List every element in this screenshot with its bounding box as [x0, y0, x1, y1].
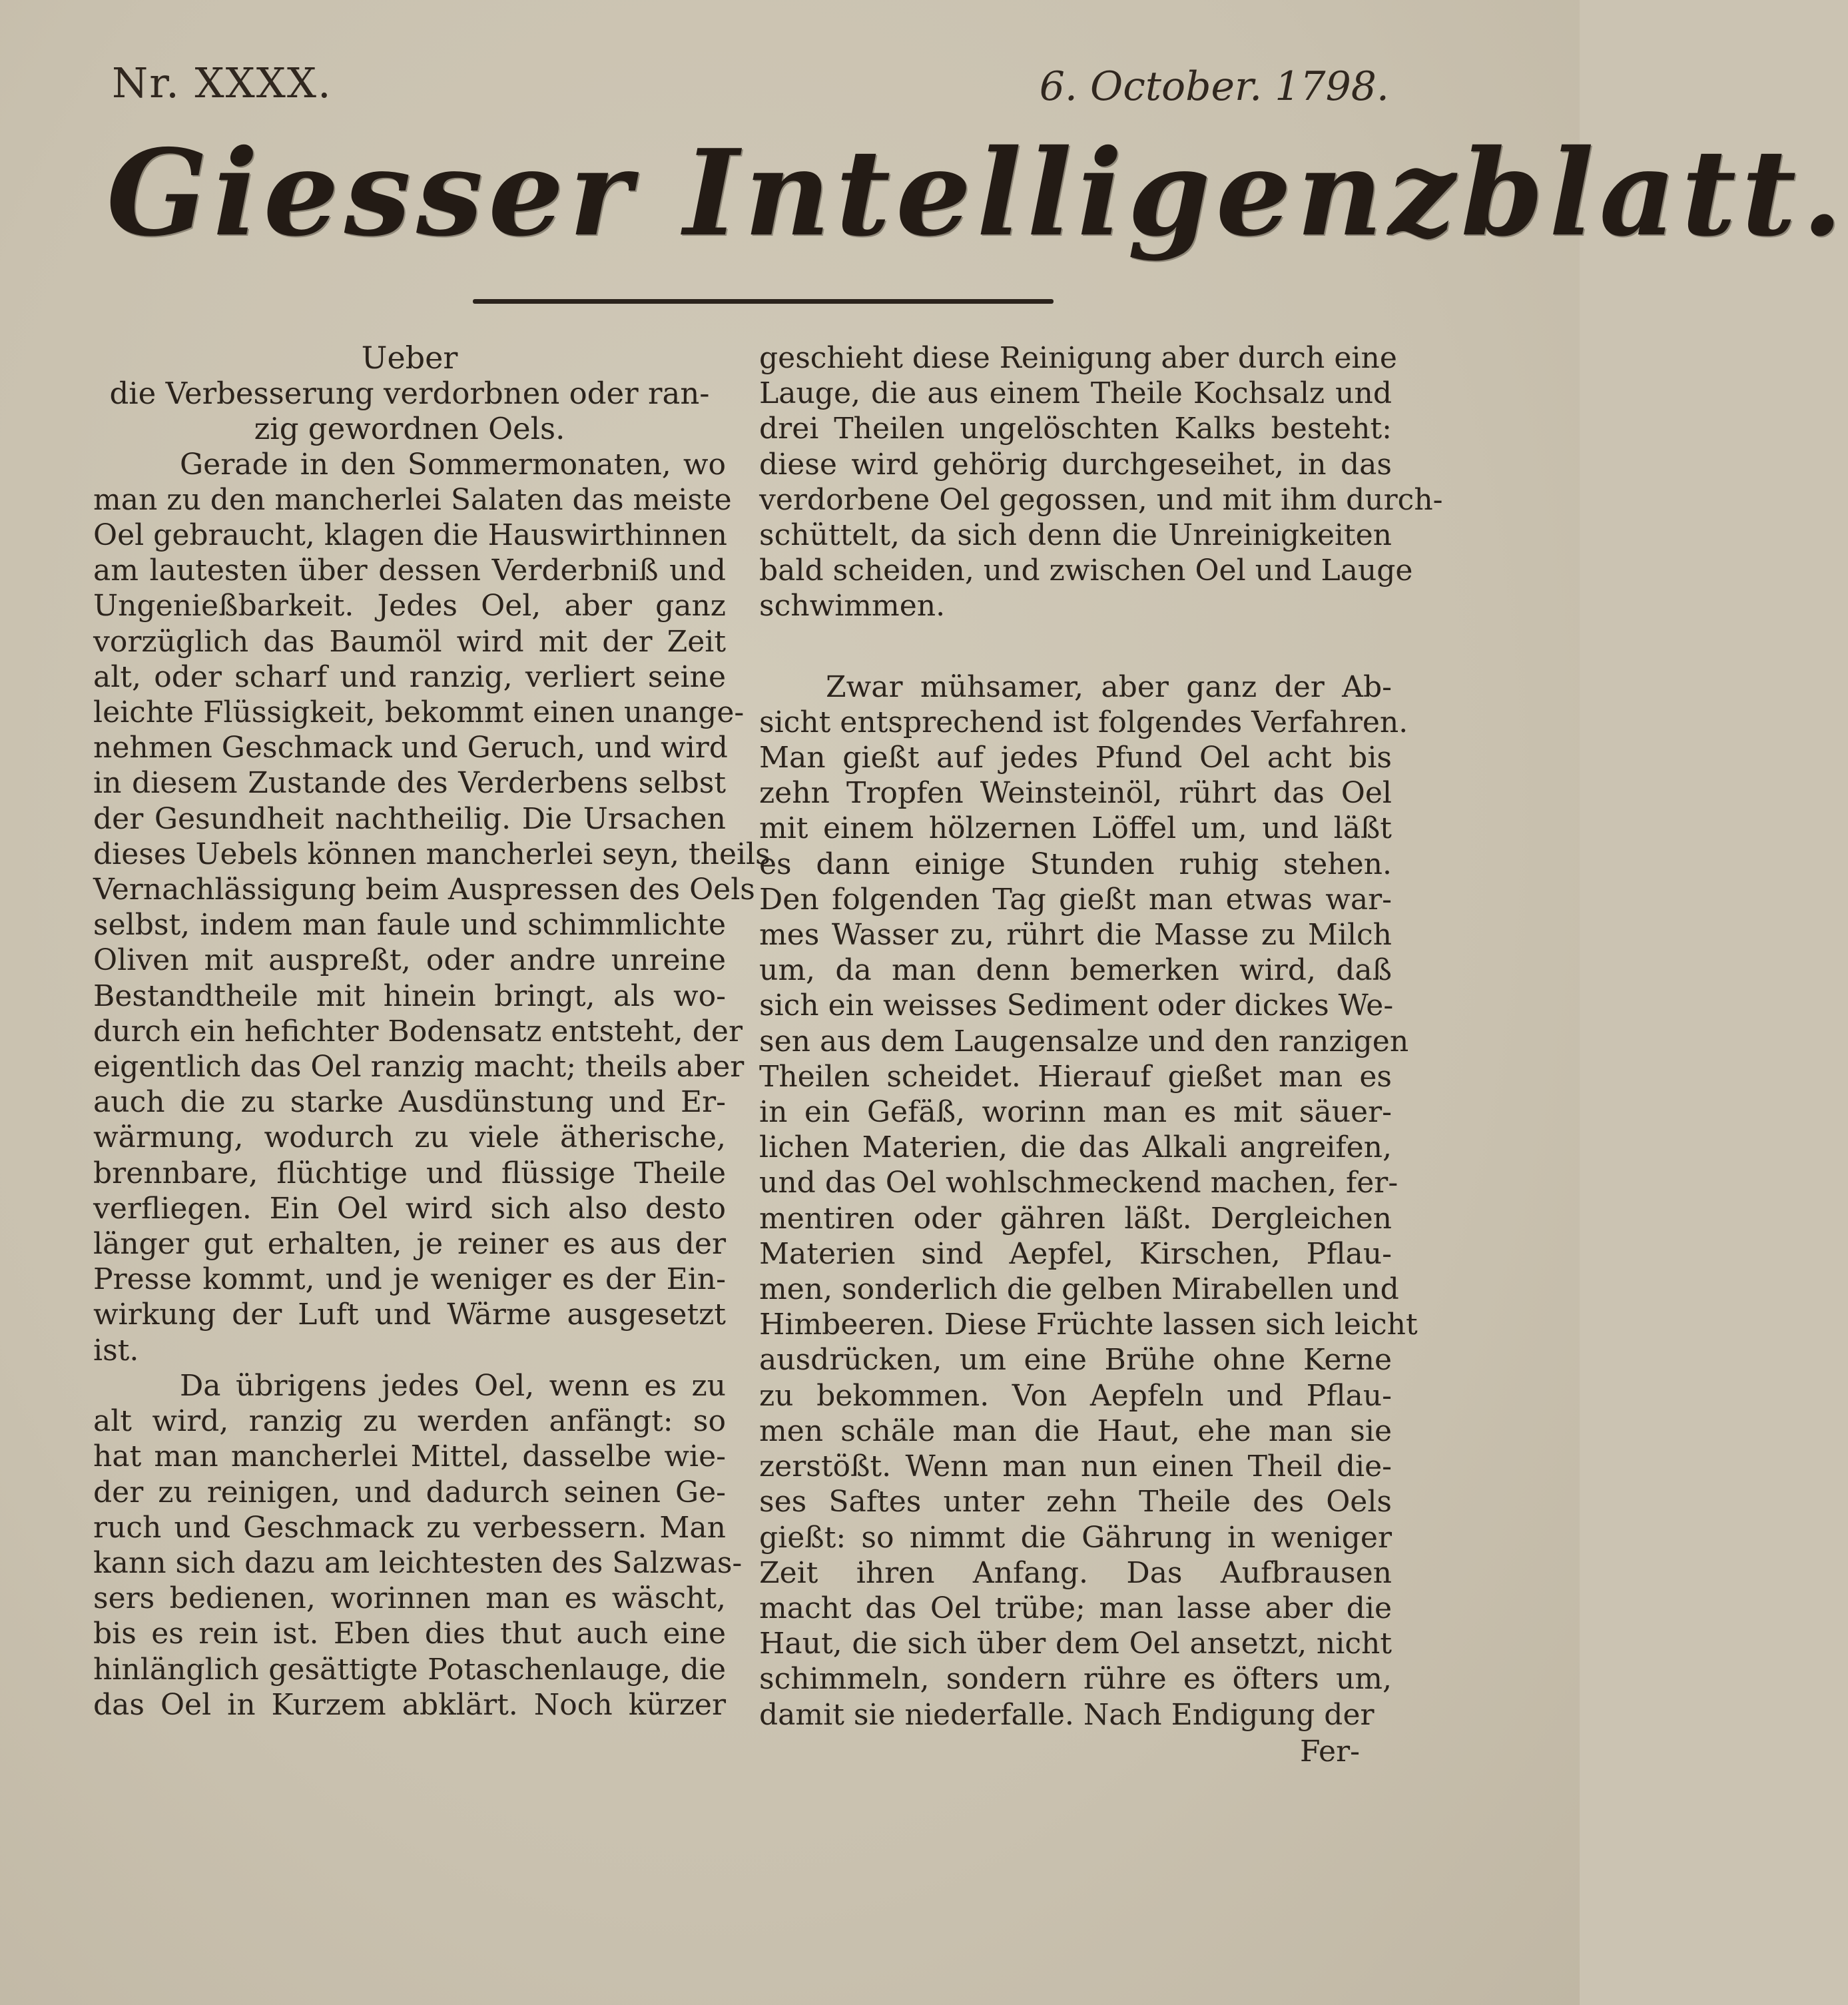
text-line: der zu reinigen, und dadurch seinen Ge- — [93, 1475, 726, 1509]
text-line: bis es rein ist. Eben dies thut auch eine — [93, 1617, 726, 1651]
text-line: zehn Tropfen Weinsteinöl, rührt das Oel — [759, 776, 1392, 811]
catchword: Fer- — [1299, 1735, 1360, 1769]
text-line: verdorbene Oel gegossen, und mit ihm durch- — [759, 482, 1443, 517]
article-title-line: Ueber — [361, 340, 458, 376]
text-line: mit einem hölzernen Löffel um, und läßt — [759, 811, 1392, 846]
text-line: Man gießt auf jedes Pfund Oel acht bis — [759, 741, 1392, 775]
text-line: hinlänglich gesättigte Potaschenlauge, die — [93, 1652, 726, 1687]
text-line: sers bedienen, worinnen man es wäscht, — [93, 1581, 726, 1616]
article-title-line: zig gewordnen Oels. — [254, 411, 565, 447]
text-line: men, sonderlich die gelben Mirabellen und — [759, 1272, 1399, 1307]
text-line: ses Saftes unter zehn Theile des Oels — [759, 1485, 1392, 1519]
column-left — [93, 340, 770, 1723]
text-line: alt wird, ranzig zu werden anfängt: so — [93, 1404, 726, 1439]
text-line: Zeit ihren Anfang. Das Aufbrausen — [759, 1555, 1392, 1590]
text-line: Materien sind Aepfel, Kirschen, Pflau- — [759, 1236, 1392, 1271]
text-line: hat man mancherlei Mittel, dasselbe wie- — [93, 1439, 726, 1474]
text-line: mes Wasser zu, rührt die Masse zu Milch — [759, 918, 1392, 953]
text-line: verfliegen. Ein Oel wird sich also desto — [93, 1191, 726, 1226]
text-line: Zwar mühsamer, aber ganz der Ab- — [826, 669, 1392, 704]
text-line: wärmung, wodurch zu viele ätherische, — [93, 1120, 726, 1155]
text-line: Oel gebraucht, klagen die Hauswirthinnen — [93, 518, 727, 553]
text-line: in diesem Zustande des Verderbens selbst — [93, 766, 726, 801]
text-line: sicht entsprechend ist folgendes Verfahren. — [759, 705, 1408, 739]
column-right — [759, 340, 1443, 1733]
text-line: um, da man denn bemerken wird, daß — [759, 953, 1392, 988]
text-line: am lautesten über dessen Verderbniß und — [93, 554, 726, 588]
text-line: Bestandtheile mit hinein bringt, als wo- — [93, 979, 726, 1013]
text-line: Da übrigens jedes Oel, wenn es zu — [180, 1368, 726, 1403]
text-line: Ungenießbarkeit. Jedes Oel, aber ganz — [93, 589, 726, 623]
text-line: alt, oder scharf und ranzig, verliert seine — [93, 659, 726, 694]
text-line: Oliven mit auspreßt, oder andre unreine — [93, 943, 726, 978]
text-line: es dann einige Stunden ruhig stehen. — [759, 847, 1392, 881]
text-line: men schäle man die Haut, ehe man sie — [759, 1413, 1392, 1448]
text-line: schimmeln, sondern rühre es öfters um, — [759, 1662, 1392, 1697]
masthead-rule — [473, 299, 1054, 304]
masthead-title: Giesser Intelligenzblatt. — [107, 123, 1848, 262]
text-line: nehmen Geschmack und Geruch, und wird — [93, 731, 728, 765]
text-line: schwimmen. — [759, 589, 946, 623]
text-line: macht das Oel trübe; man lasse aber die — [759, 1591, 1392, 1625]
text-line: man zu den mancherlei Salaten das meiste — [93, 482, 732, 517]
text-line: lichen Materien, die das Alkali angreifen, — [759, 1130, 1392, 1165]
text-line: selbst, indem man faule und schimmlichte — [93, 908, 726, 943]
text-line: vorzüglich das Baumöl wird mit der Zeit — [93, 624, 726, 659]
text-line: damit sie niederfalle. Nach Endigung der — [759, 1697, 1375, 1732]
text-line: ist. — [93, 1333, 139, 1368]
text-line: Vernachlässigung beim Auspressen des Oels — [93, 873, 755, 907]
text-line: Lauge, die aus einem Theile Kochsalz und — [759, 376, 1392, 411]
text-line: Den folgenden Tag gießt man etwas war- — [759, 882, 1392, 917]
paragraph-3 — [759, 340, 1443, 624]
text-line: zerstößt. Wenn man nun einen Theil die- — [759, 1449, 1392, 1484]
text-line: Himbeeren. Diese Früchte lassen sich leicht — [759, 1308, 1418, 1342]
text-line: leichte Flüssigkeit, bekommt einen unange- — [93, 695, 745, 730]
paragraph-2 — [93, 1368, 743, 1723]
text-line: Presse kommt, und je weniger es der Ein- — [93, 1262, 726, 1297]
text-line: länger gut erhalten, je reiner es aus der — [93, 1227, 726, 1262]
text-line: diese wird gehörig durchgeseihet, in das — [759, 447, 1392, 482]
text-line: durch ein hefichter Bodensatz entsteht, der — [93, 1014, 743, 1048]
issue-number: Nr. XXXX. — [112, 59, 332, 107]
text-line: mentiren oder gähren läßt. Dergleichen — [759, 1201, 1392, 1236]
text-line: wirkung der Luft und Wärme ausgesetzt — [93, 1298, 726, 1332]
text-line: Haut, die sich über dem Oel ansetzt, nicht — [759, 1627, 1392, 1661]
text-line: auch die zu starke Ausdünstung und Er- — [93, 1085, 726, 1120]
text-line: brennbare, flüchtige und flüssige Theile — [93, 1156, 726, 1190]
text-line: kann sich dazu am leichtesten des Salzwas- — [93, 1545, 743, 1580]
text-line: bald scheiden, und zwischen Oel und Lauge — [759, 554, 1413, 588]
text-line: ausdrücken, um eine Brühe ohne Kerne — [759, 1343, 1392, 1378]
text-line: das Oel in Kurzem abklärt. Noch kürzer — [93, 1687, 726, 1722]
text-line: ruch und Geschmack zu verbessern. Man — [93, 1510, 726, 1545]
text-line: und das Oel wohlschmeckend machen, fer- — [759, 1166, 1398, 1200]
text-line: gießt: so nimmt die Gährung in weniger — [759, 1520, 1392, 1555]
text-line: sich ein weisses Sediment oder dickes We- — [759, 989, 1394, 1023]
text-line: Theilen scheidet. Hierauf gießet man es — [759, 1059, 1392, 1094]
text-line: in ein Gefäß, worinn man es mit säuer- — [759, 1095, 1392, 1130]
article-title-line: die Verbesserung verdorbnen oder ran- — [109, 376, 710, 412]
paragraph-gap — [759, 624, 1392, 669]
text-line: geschieht diese Reinigung aber durch eine — [759, 341, 1397, 375]
text-line: der Gesundheit nachtheilig. Die Ursachen — [93, 801, 726, 836]
issue-date: 6. October. 1798. — [1039, 63, 1389, 110]
text-line: schüttelt, da sich denn die Unreinigkeiten — [759, 518, 1392, 553]
text-line: sen aus dem Laugensalze und den ranzigen — [759, 1024, 1409, 1058]
text-line: zu bekommen. Von Aepfeln und Pflau- — [759, 1378, 1392, 1413]
paragraph-1 — [93, 447, 770, 1368]
text-line: drei Theilen ungelöschten Kalks besteht: — [759, 412, 1392, 446]
paragraph-4 — [759, 669, 1418, 1733]
text-line: eigentlich das Oel ranzig macht; theils aber — [93, 1050, 745, 1084]
text-line: Gerade in den Sommermonaten, wo — [180, 447, 726, 482]
text-line: dieses Uebels können mancherlei seyn, theils — [93, 837, 770, 871]
